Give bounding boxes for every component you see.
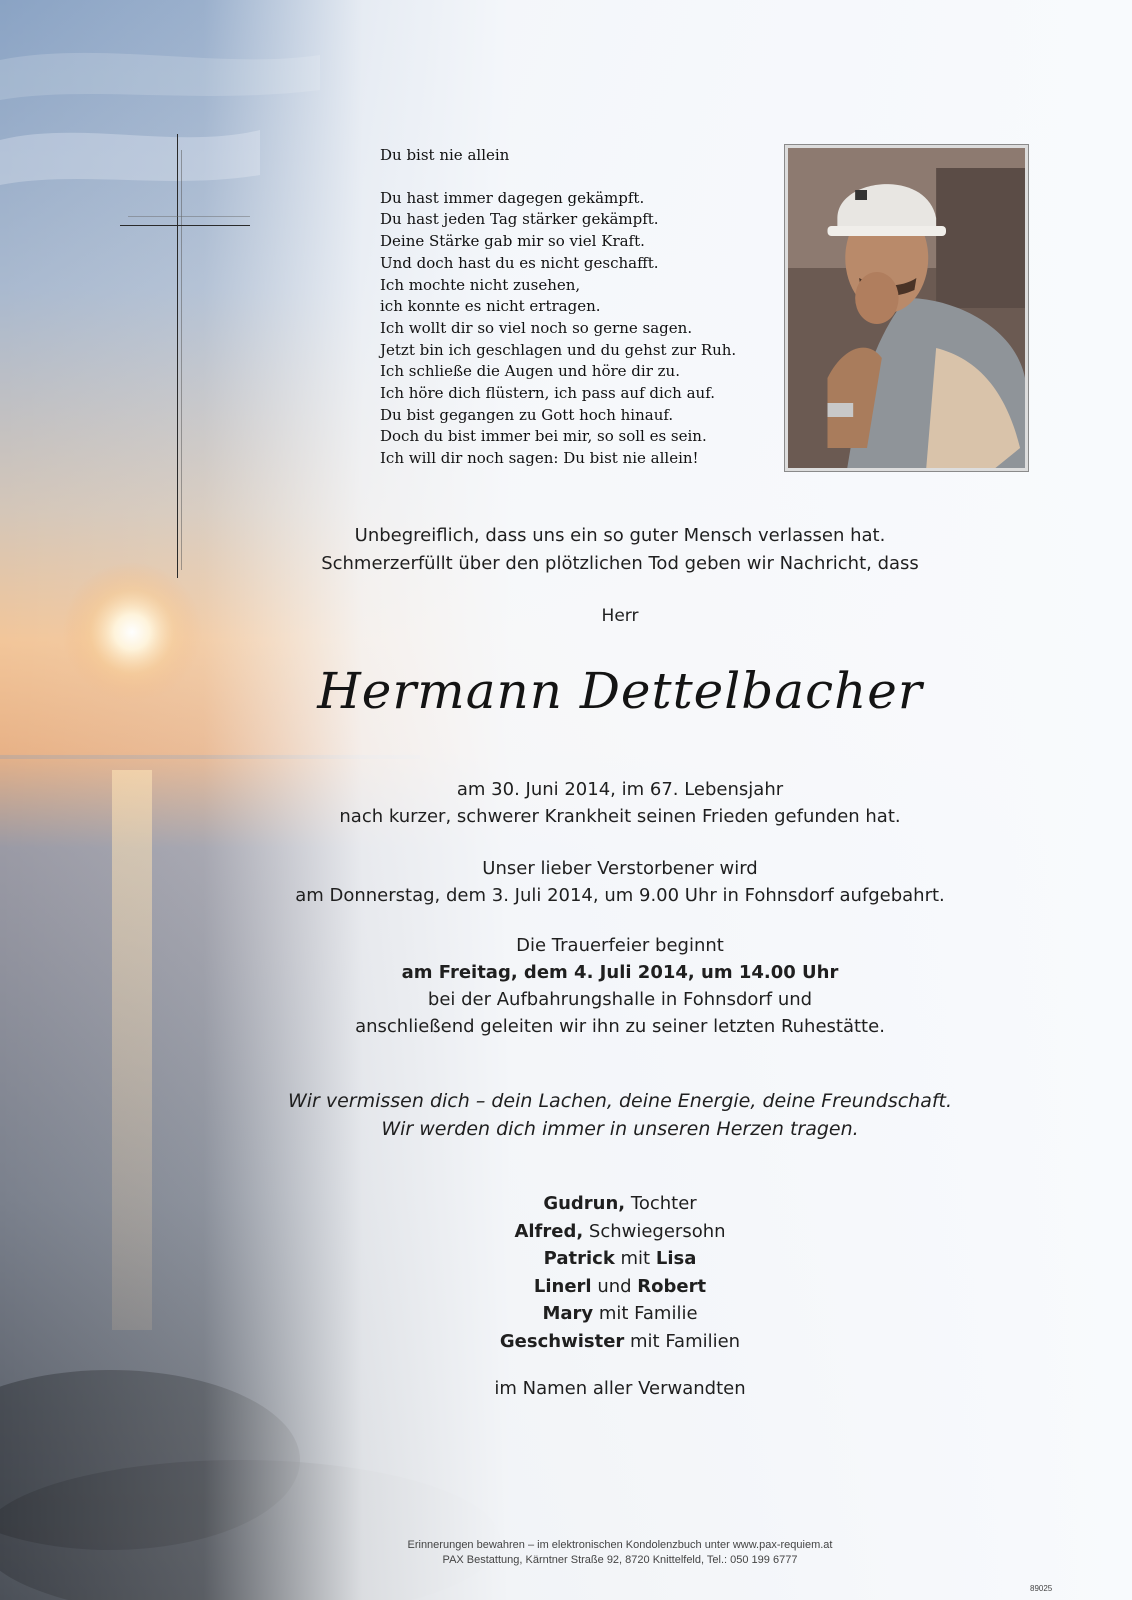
portrait-photo xyxy=(788,148,1025,468)
farewell-line: Wir werden dich immer in unseren Herzen tragen. xyxy=(381,1118,859,1140)
intro-line: Schmerzerfüllt über den plötzlichen Tod geben wir Nachricht, dass xyxy=(321,553,919,574)
mourner-name: Lisa xyxy=(655,1248,697,1269)
poem-line: Du bist gegangen zu Gott hoch hinauf. xyxy=(380,405,674,424)
cross-horizontal-line xyxy=(120,225,250,226)
farewell-text xyxy=(240,1087,1000,1143)
mourner-relation: mit Familien xyxy=(624,1330,741,1352)
mourner-name: Alfred, xyxy=(514,1220,584,1242)
relatives-text: im Namen aller Verwandten xyxy=(494,1378,746,1399)
mourner-relation: mit Familie xyxy=(593,1303,698,1324)
funeral-line: anschließend geleiten wir ihn zu seiner letzten Ruhestätte. xyxy=(355,1016,885,1037)
cross-vertical-line xyxy=(177,134,178,578)
intro-text xyxy=(240,522,1000,578)
deceased-name: Hermann Dettelbacher xyxy=(317,662,923,720)
salutation: Herr xyxy=(601,606,639,626)
poem-line: Ich will dir noch sagen: Du bist nie allein! xyxy=(380,449,699,468)
funeral-line: bei der Aufbahrungshalle in Fohnsdorf und xyxy=(427,989,813,1010)
mourner-entry xyxy=(240,1245,1000,1273)
poem-line: Ich mochte nicht zusehen, xyxy=(380,275,581,294)
funeral-notice xyxy=(240,932,1000,1040)
mourner-name: Geschwister xyxy=(499,1330,625,1352)
footer xyxy=(240,1538,1000,1568)
poem-line: Doch du bist immer bei mir, so soll es sein. xyxy=(380,427,707,446)
mourner-entry xyxy=(240,1190,1000,1218)
cross-vertical-shadow-line xyxy=(181,150,182,570)
farewell-line: Wir vermissen dich – dein Lachen, deine Energie, deine Freundschaft. xyxy=(287,1090,953,1112)
intro-line: Unbegreiflich, dass uns ein so guter Mensch verlassen hat. xyxy=(354,525,886,546)
poem-line: Deine Stärke gab mir so viel Kraft. xyxy=(380,232,645,251)
mourner-relation: Tochter xyxy=(625,1193,697,1214)
poem-line: Du hast immer dagegen gekämpft. xyxy=(380,188,645,207)
mourners-list xyxy=(240,1190,1000,1355)
poem-line: Du hast jeden Tag stärker gekämpft. xyxy=(380,210,659,229)
viewing-notice xyxy=(240,855,1000,909)
cross-horizontal-shadow-line xyxy=(128,216,250,217)
mourner-name: Mary xyxy=(542,1303,594,1324)
mourner-name: Patrick xyxy=(543,1248,615,1269)
poem-line: Ich wollt dir so viel noch so gerne sagen. xyxy=(380,318,693,337)
mourner-relation: und xyxy=(591,1275,638,1297)
portrait-photo-frame xyxy=(784,144,1029,472)
poem-line: Ich schließe die Augen und höre dir zu. xyxy=(380,362,680,381)
document-code: 89025 xyxy=(1030,1584,1053,1593)
mourner-name: Linerl xyxy=(533,1275,592,1297)
footer-condolence-line: Erinnerungen bewahren – im elektronischen Kondolenzbuch unter www.pax-requiem.at xyxy=(407,1539,833,1551)
death-line: am 30. Juni 2014, im 67. Lebensjahr xyxy=(456,779,784,800)
mourner-entry xyxy=(240,1328,1000,1356)
mourner-entry xyxy=(240,1218,1000,1246)
funeral-date: am Freitag, dem 4. Juli 2014, um 14.00 Uhr xyxy=(401,962,839,983)
poem-line: Jetzt bin ich geschlagen und du gehst zur Ruh. xyxy=(380,340,737,359)
poem-title: Du bist nie allein xyxy=(380,146,510,164)
poem-line: Ich höre dich flüstern, ich pass auf dich auf. xyxy=(380,384,716,403)
mourner-entry xyxy=(240,1300,1000,1328)
mourner-name: Robert xyxy=(637,1275,707,1297)
viewing-line: am Donnerstag, dem 3. Juli 2014, um 9.00 Uhr in Fohnsdorf aufgebahrt. xyxy=(295,885,945,906)
funeral-line: Die Trauerfeier beginnt xyxy=(516,935,724,956)
poem-line: Und doch hast du es nicht geschafft. xyxy=(380,253,659,272)
death-notice xyxy=(240,776,1000,830)
mourner-relation: Schwiegersohn xyxy=(583,1220,726,1242)
death-line: nach kurzer, schwerer Krankheit seinen Frieden gefunden hat. xyxy=(339,806,901,827)
viewing-line: Unser lieber Verstorbener wird xyxy=(482,858,758,879)
mourner-name: Gudrun, xyxy=(543,1193,626,1214)
mourner-entry xyxy=(240,1273,1000,1301)
poem xyxy=(380,145,750,470)
poem-line: ich konnte es nicht ertragen. xyxy=(380,297,601,316)
footer-address-line: PAX Bestattung, Kärntner Straße 92, 8720 Knittelfeld, Tel.: 050 199 6777 xyxy=(442,1554,798,1566)
mourner-relation: mit xyxy=(614,1248,656,1269)
